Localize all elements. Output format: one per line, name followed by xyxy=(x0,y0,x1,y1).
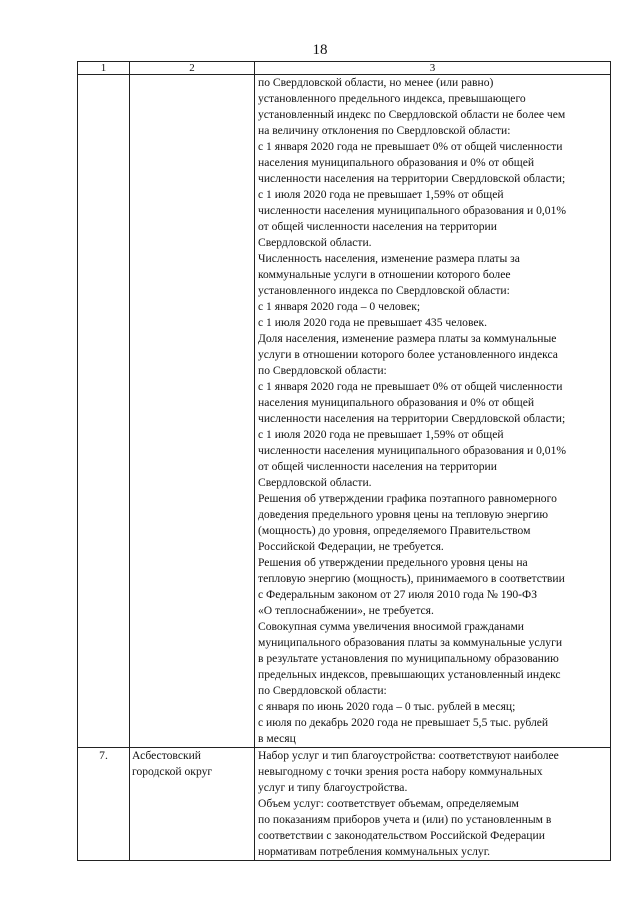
text-line: Численность населения, изменение размера платы за xyxy=(258,252,520,265)
text-line: численности населения муниципального образования и 0,01% xyxy=(258,444,567,457)
description-cell xyxy=(255,748,611,861)
data-table xyxy=(77,61,611,861)
table-row xyxy=(78,748,611,861)
text-line: муниципального образования платы за коммунальные услуги xyxy=(258,636,563,649)
text-line: услуги в отношении которого более установленного индекса xyxy=(258,348,558,361)
text-line: установленный индекс по Свердловской области не более чем xyxy=(258,108,566,121)
municipality-cell xyxy=(130,748,255,861)
table-header-row xyxy=(78,62,611,75)
text-line: (мощность) до уровня, определяемого Правительством xyxy=(258,524,531,537)
text-line: на величину отклонения по Свердловской области: xyxy=(258,124,511,137)
text-line: Свердловской области. xyxy=(258,476,372,489)
text-line: по показаниям приборов учета и (или) по установленным в xyxy=(258,813,552,826)
text-line: предельных индексов, превышающих установленный индекс xyxy=(258,668,561,681)
header-col-2: 2 xyxy=(130,62,255,75)
text-line: Свердловской области. xyxy=(258,236,372,249)
text-line: в результате установления по муниципальному образованию xyxy=(258,652,559,665)
text-line: численности населения на территории Свердловской области; xyxy=(258,412,566,425)
text-line: населения муниципального образования и 0% от общей xyxy=(258,156,535,169)
text-line: установленного индекса по Свердловской области: xyxy=(258,284,510,297)
text-line: нормативам потребления коммунальных услуг. xyxy=(258,845,491,858)
header-col-3: 3 xyxy=(255,62,611,75)
row-number-cell: 7. xyxy=(78,748,130,861)
text-line: с 1 июля 2020 года не превышает 1,59% от общей xyxy=(258,188,504,201)
municipality-name-line: городской округ xyxy=(132,765,213,778)
text-line: по Свердловской области: xyxy=(258,684,387,697)
description-cell xyxy=(255,75,611,748)
text-line: в месяц xyxy=(258,732,296,745)
text-line: с Федеральным законом от 27 июля 2010 года № 190-ФЗ xyxy=(258,588,538,601)
table-row xyxy=(78,75,611,748)
text-line: численности населения на территории Свердловской области; xyxy=(258,172,566,185)
row-number-cell xyxy=(78,75,130,748)
text-line: численности населения муниципального образования и 0,01% xyxy=(258,204,567,217)
header-col-1: 1 xyxy=(78,62,130,75)
text-line: с 1 июля 2020 года не превышает 435 человек. xyxy=(258,316,488,329)
text-line: Совокупная сумма увеличения вносимой гражданами xyxy=(258,620,524,633)
text-line: Объем услуг: соответствует объемам, определяемым xyxy=(258,797,519,810)
text-line: невыгодному с точки зрения роста набору коммунальных xyxy=(258,765,543,778)
text-line: доведения предельного уровня цены на тепловую энергию xyxy=(258,508,549,521)
text-line: с 1 июля 2020 года не превышает 1,59% от общей xyxy=(258,428,504,441)
text-line: с января по июнь 2020 года – 0 тыс. рублей в месяц; xyxy=(258,700,516,713)
text-line: с 1 января 2020 года не превышает 0% от общей численности xyxy=(258,380,563,393)
page-number: 18 xyxy=(312,42,328,58)
text-line: соответствии с законодательством Российской Федерации xyxy=(258,829,545,842)
text-line: с 1 января 2020 года не превышает 0% от общей численности xyxy=(258,140,563,153)
text-line: «О теплоснабжении», не требуется. xyxy=(258,604,434,617)
text-line: тепловую энергию (мощность), принимаемого в соответствии xyxy=(258,572,565,585)
text-line: Российской Федерации, не требуется. xyxy=(258,540,444,553)
text-line: коммунальные услуги в отношении которого более xyxy=(258,268,511,281)
text-line: Набор услуг и тип благоустройства: соответствуют наиболее xyxy=(258,749,559,762)
text-line: от общей численности населения на территории xyxy=(258,460,497,473)
text-line: Решения об утверждении предельного уровня цены на xyxy=(258,556,528,569)
text-line: от общей численности населения на территории xyxy=(258,220,497,233)
text-line: по Свердловской области: xyxy=(258,364,387,377)
municipality-cell xyxy=(130,75,255,748)
text-line: по Свердловской области, но менее (или равно) xyxy=(258,76,494,89)
text-line: Решения об утверждении графика поэтапного равномерного xyxy=(258,492,557,505)
text-line: с июля по декабрь 2020 года не превышает 5,5 тыс. рублей xyxy=(258,716,549,729)
text-line: населения муниципального образования и 0% от общей xyxy=(258,396,535,409)
text-line: услуг и типу благоустройства. xyxy=(258,781,408,794)
text-line: установленного предельного индекса, превышающего xyxy=(258,92,526,105)
text-line: с 1 января 2020 года – 0 человек; xyxy=(258,300,421,313)
municipality-name-line: Асбестовский xyxy=(132,749,202,762)
text-line: Доля населения, изменение размера платы за коммунальные xyxy=(258,332,557,345)
